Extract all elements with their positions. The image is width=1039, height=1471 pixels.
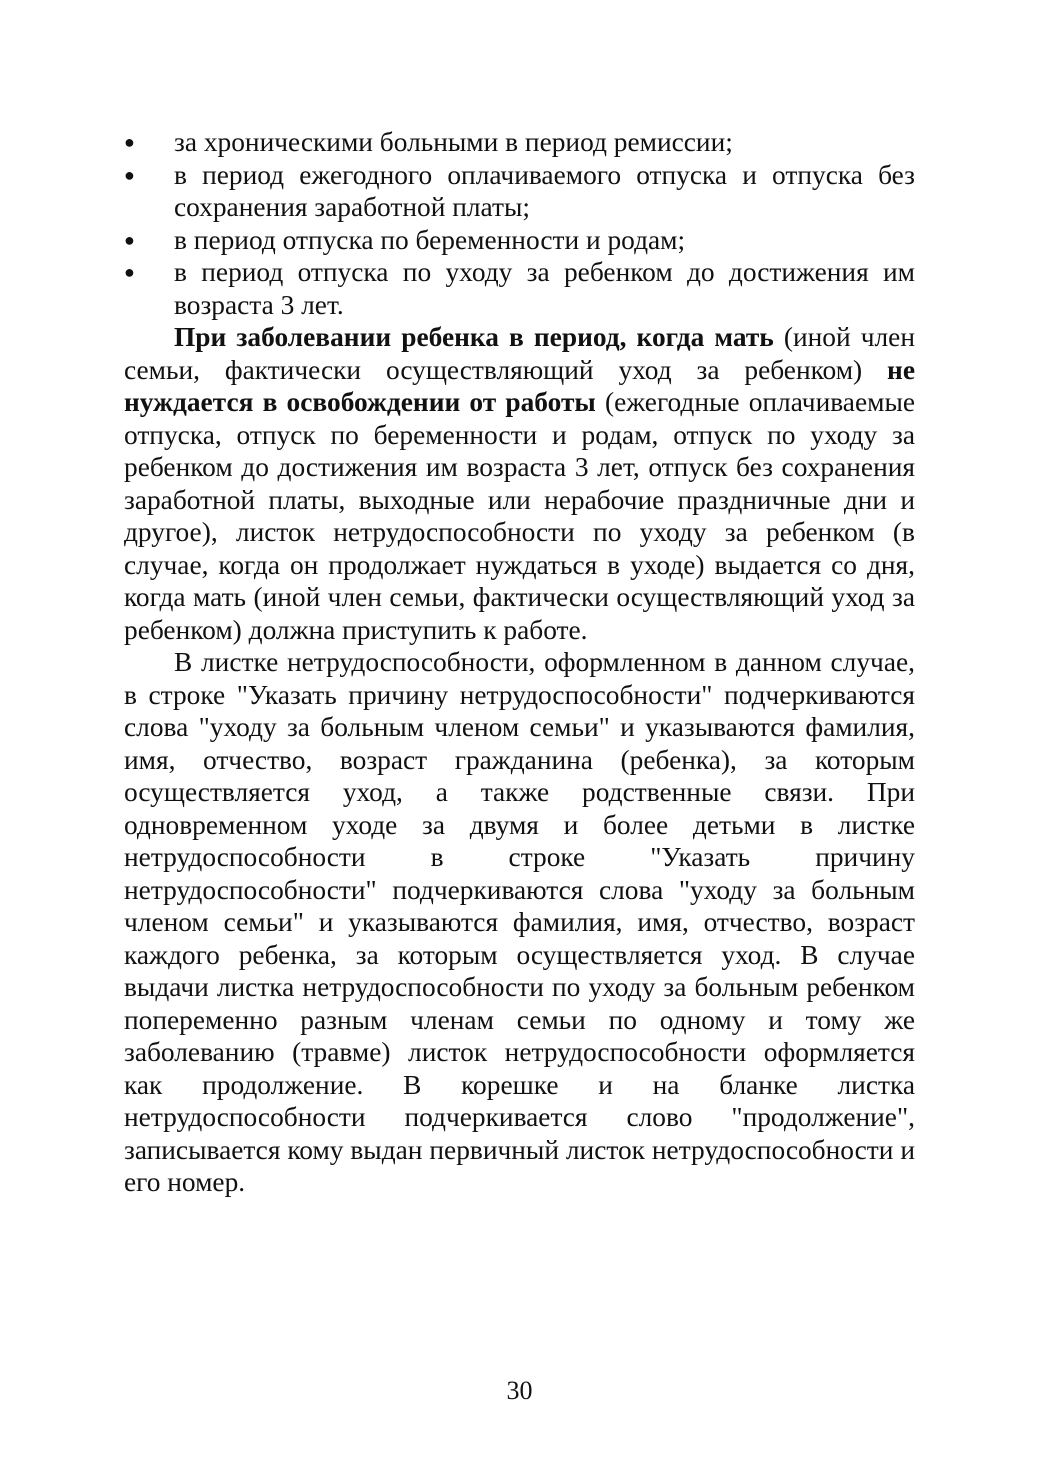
paragraph-sick-leave-form: В листке нетрудоспособности, оформленном в данном случае, в строке "Указать причину нетрудоспособности" подчеркиваются слова "уходу за больным членом семьи" и указываются фамилия, имя, отчество, возраст гражданина (ребенка), за которым осуществляется уход, а также родственные связи. При одновременном уходе за двумя и более детьми в листке нетрудоспособности в строке "Указать причину нетрудоспособности" подчеркиваются слова "уходу за больным членом семьи" и указываются фамилия, имя, отчество, возраст каждого ребенка, за которым осуществляется уход. В случае выдачи листка нетрудоспособности по уходу за больным ребенком попеременно разным членам семьи по одному и тому же заболеванию (травме) листок нетрудоспособности оформляется как продолжение. В корешке и на бланке листка нетрудоспособности подчеркивается слово "продолжение", записывается кому выдан первичный листок нетрудоспособности и его номер.: [124, 647, 915, 1197]
list-item: [124, 256, 915, 321]
page-number: 30: [506, 1376, 533, 1405]
bullet-icon: ●: [124, 229, 135, 250]
bullet-list: [124, 126, 915, 321]
list-item: [124, 126, 915, 159]
list-item-text: в период ежегодного оплачиваемого отпуска и отпуска без сохранения заработной платы;: [174, 159, 915, 222]
paragraph-illness-during-leave: [124, 321, 915, 646]
list-item: [124, 159, 915, 224]
list-item-text: за хроническими больными в период ремиссии;: [174, 127, 733, 157]
bold-phrase-no-release: не нуждается в освобождении от работы: [124, 354, 915, 417]
bullet-icon: ●: [124, 164, 135, 185]
paragraph-text: (иной член семьи, фактически осуществляющий уход за ребенком): [124, 322, 916, 385]
list-item-text: в период отпуска по уходу за ребенком до достижения им возраста 3 лет.: [174, 257, 915, 320]
list-item-text: в период отпуска по беременности и родам;: [174, 224, 686, 255]
list-item: [124, 224, 915, 257]
bullet-icon: ●: [124, 132, 135, 152]
page-content: [124, 126, 915, 1199]
bold-phrase-condition: При заболевании ребенка в период, когда мать: [174, 322, 774, 352]
paragraph-text: (ежегодные оплачиваемые отпуска, отпуск по беременности и родам, отпуск по уходу за ребенком до достижения им возраста 3 лет, отпуск без сохранения заработной платы, выходные или нерабочие праздничные дни и другое), листок нетрудоспособности по уходу за ребенком (в случае, когда он продолжает нуждаться в уходе) выдается со дня, когда мать (иной член семьи, фактически осуществляющий уход за ребенком) должна приступить к работе.: [124, 387, 916, 645]
bullet-icon: ●: [124, 262, 135, 282]
